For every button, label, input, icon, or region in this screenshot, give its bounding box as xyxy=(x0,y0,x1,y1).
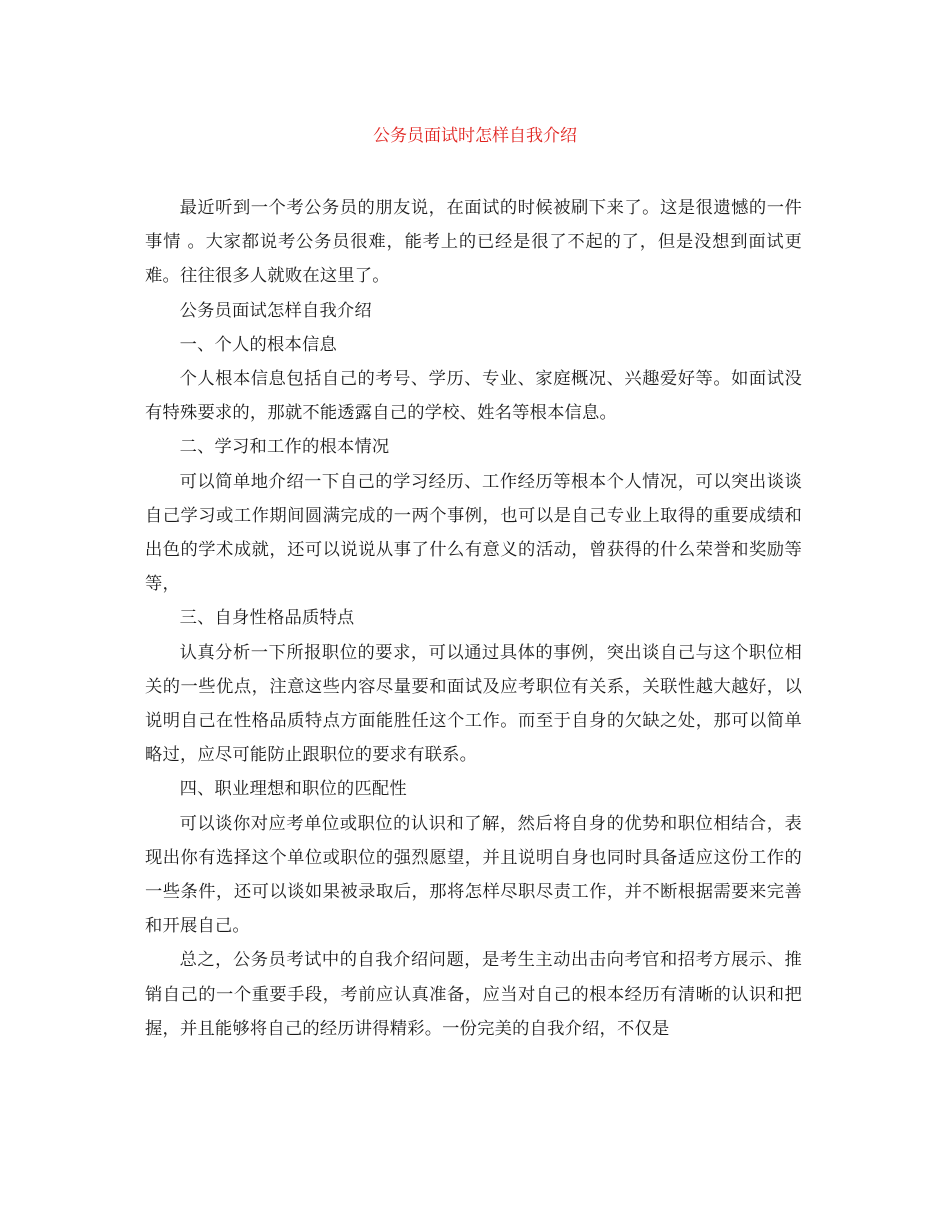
paragraph-subtitle: 公务员面试怎样自我介绍 xyxy=(179,300,372,321)
section-heading-3: 三、自身性格品质特点 xyxy=(179,608,355,629)
section-heading-4: 四、职业理想和职位的匹配性 xyxy=(179,779,407,800)
document-body xyxy=(145,191,802,1046)
paragraph-section-4: 可以谈你对应考单位或职位的认识和了解，然后将自身的优势和职位相结合，表现出你有选择这个单位或职位的强烈愿望，并且说明自身也同时具备适应这份工作的一些条件，还可以谈如果被录取后，那将怎样尽职尽责工作，并不断根据需要来完善和开展自己。 xyxy=(145,813,802,937)
paragraph-section-3: 认真分析一下所报职位的要求，可以通过具体的事例，突出谈自己与这个职位相关的一些优点，注意这些内容尽量要和面试及应考职位有关系，关联性越大越好，以说明自己在性格品质特点方面能胜任这个工作。而至于自身的欠缺之处，那可以简单略过，应尽可能防止跟职位的要求有联系。 xyxy=(145,642,802,766)
paragraph-intro: 最近听到一个考公务员的朋友说，在面试的时候被刷下来了。这是很遗憾的一件事情 。大家都说考公务员很难，能考上的已经是很了不起的了，但是没想到面试更难。往往很多人就败在这里了。 xyxy=(145,198,802,287)
document-title: 公务员面试时怎样自我介绍 xyxy=(373,126,577,146)
paragraph-section-1: 个人根本信息包括自己的考号、学历、专业、家庭概况、兴趣爱好等。如面试没有特殊要求的，那就不能透露自己的学校、姓名等根本信息。 xyxy=(145,369,802,424)
paragraph-section-2: 可以简单地介绍一下自己的学习经历、工作经历等根本个人情况，可以突出谈谈自己学习或工作期间圆满完成的一两个事例，也可以是自己专业上取得的重要成绩和出色的学术成就，还可以说说从事了什么有意义的活动，曾获得的什么荣誉和奖励等等， xyxy=(145,471,802,595)
paragraph-conclusion: 总之，公务员考试中的自我介绍问题，是考生主动出击向考官和招考方展示、推销自己的一个重要手段，考前应认真准备，应当对自己的根本经历有清晰的认识和把握，并且能够将自己的经历讲得精彩。一份完美的自我介绍，不仅是 xyxy=(145,950,802,1039)
section-heading-2: 二、学习和工作的根本情况 xyxy=(179,437,390,458)
section-heading-1: 一、个人的根本信息 xyxy=(179,334,337,355)
